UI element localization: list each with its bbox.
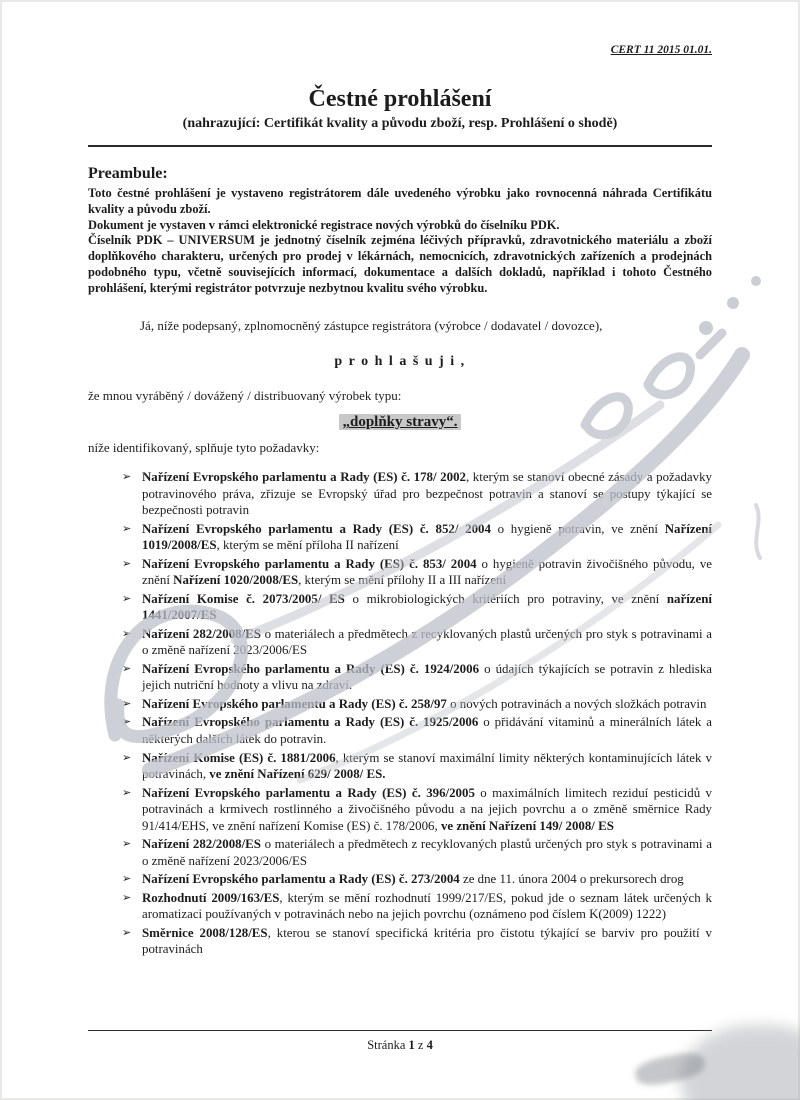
regulation-name: Nařízení 1020/2008/ES	[173, 573, 299, 588]
regulation-name: Nařízení Evropského parlamentu a Rady (ES) č. 273/2004	[142, 872, 460, 887]
list-item	[122, 925, 712, 958]
regulation-description: o hygieně potravin živočišného původu, ve znění	[142, 556, 712, 588]
list-item	[122, 696, 712, 713]
regulation-description: , kterou se stanoví specifická kritéria pro čistotu týkající se barviv pro použití v potravinách	[142, 925, 712, 957]
list-item	[122, 836, 712, 869]
regulation-name: Nařízení Evropského parlamentu a Rady (ES) č. 396/2005	[142, 785, 475, 800]
document-header	[88, 44, 712, 56]
regulation-description: o hygieně potravin, ve znění	[490, 521, 665, 536]
regulation-name: Nařízení Evropského parlamentu a Rady (ES) č. 178/ 2002	[142, 470, 466, 485]
page-footer	[0, 1038, 800, 1053]
arrow-bullet-icon: ➢	[122, 925, 132, 939]
regulation-name: nařízení 1441/2007/ES	[142, 591, 713, 623]
arrow-bullet-icon: ➢	[122, 872, 132, 886]
arrow-bullet-icon: ➢	[122, 785, 132, 799]
regulation-name: Nařízení 1019/2008/ES	[142, 521, 712, 553]
requirements-list	[88, 469, 712, 957]
requirements-intro: níže identifikovaný, splňuje tyto požadavky:	[88, 440, 320, 456]
arrow-bullet-icon: ➢	[122, 696, 132, 710]
regulation-description: o přidávání vitaminů a minerálních látek a některých dalších látek do potravin.	[142, 715, 713, 746]
declaration-verb: p r o h l a š u j i ,	[334, 354, 466, 370]
regulation-description: o maximálních limitech reziduí pesticidů v potravinách a krmivech rostlinného a živočišného původu a na jejich povrchu a o změně směrnice Rady 91/414/EHS, ve znění nařízení Komise (ES) č. 178/2006,	[142, 785, 712, 833]
arrow-bullet-icon: ➢	[122, 715, 132, 729]
regulation-name: Směrnice 2008/128/ES	[142, 925, 268, 940]
list-item	[122, 714, 712, 747]
preamble-paragraph: Číselník PDK – UNIVERSUM je jednotný číselník zejména léčivých přípravků, zdravotnického materiálu a zboží doplňkového charakteru, určených pro prodej v lékárnách, nemocnicích, zdravotnických zařízeních a prodejnách podobného typu, včetně souvisejících informací, dokumentace a dalších dokladů, například i tohoto Čestného prohlášení, kterými registrátor potvrzuje nezbytnou kvalitu svého výrobku.	[88, 233, 712, 295]
arrow-bullet-icon: ➢	[122, 661, 132, 675]
regulation-name: ve znění Nařízení 149/ 2008/ ES	[440, 818, 614, 833]
list-item	[122, 661, 712, 694]
footer-divider	[88, 1030, 712, 1031]
preamble-paragraphs	[88, 186, 712, 296]
regulation-description: , kterým se mění příloha II nařízení	[216, 538, 399, 553]
regulation-description: o údajích týkajících se potravin z hlediska jejich nutriční hodnoty a vlivu na zdraví.	[142, 661, 712, 693]
arrow-bullet-icon: ➢	[122, 521, 132, 535]
product-type-value: „doplňky stravy“.	[339, 414, 460, 430]
regulation-description: , kterým se stanoví obecné zásady a požadavky potravinového práva, zřizuje se Evropský úřad pro bezpečnost potravin a stanoví se postupy týkající se bezpečnosti potravin	[142, 470, 712, 518]
list-item	[122, 750, 712, 783]
arrow-bullet-icon: ➢	[122, 750, 132, 764]
regulation-description: , kterým se stanoví maximální limity některých kontaminujících látek v potravinách,	[142, 750, 712, 782]
regulation-name: ve znění Nařízení 629/ 2008/ ES.	[209, 767, 386, 782]
arrow-bullet-icon: ➢	[122, 556, 132, 570]
footer-page-number: 1	[408, 1038, 415, 1052]
regulation-description: o materiálech a předmětech z recyklovaných plastů určených pro styk s potravinami a o změně nařízení 2023/2006/ES	[142, 626, 712, 658]
preamble-paragraph: Dokument je vystaven v rámci elektronické registrace nových výrobků do číselníku PDK.	[88, 217, 560, 232]
footer-page-total: 4	[426, 1038, 433, 1052]
footer-separator: z	[414, 1038, 427, 1052]
regulation-name: Rozhodnutí 2009/163/ES	[142, 890, 280, 905]
regulation-name: Nařízení Evropského parlamentu a Rady (ES) č. 258/97	[142, 696, 447, 711]
regulation-description: o mikrobiologických kritériích pro potraviny, ve znění	[344, 591, 667, 606]
regulation-name: Nařízení 282/2008/ES	[142, 837, 261, 852]
regulation-description: , kterým se mění přílohy II a III nařízení	[298, 573, 507, 588]
list-item	[122, 626, 712, 659]
page-subtitle: (nahrazující: Certifikát kvality a původu zboží, resp. Prohlášení o shodě)	[182, 116, 618, 131]
list-item	[122, 871, 712, 888]
list-item	[122, 469, 712, 519]
regulation-name: Nařízení Evropského parlamentu a Rady (ES) č. 1925/2006	[142, 715, 479, 730]
product-type-line: že mnou vyráběný / dovážený / distribuovaný výrobek typu:	[88, 388, 402, 404]
regulation-name: Nařízení Evropského parlamentu a Rady (ES) č. 853/ 2004	[142, 556, 477, 571]
list-item	[122, 591, 712, 624]
regulation-description: o materiálech a předmětech z recyklovaných plastů určených pro styk s potravinami a o změně nařízení 2023/2006/ES	[142, 837, 712, 868]
arrow-bullet-icon: ➢	[122, 591, 132, 605]
list-item	[122, 785, 712, 835]
arrow-bullet-icon: ➢	[122, 837, 132, 851]
regulation-name: Nařízení Komise (ES) č. 1881/2006	[142, 750, 336, 765]
document-reference: CERT 11 2015 01.01.	[610, 44, 712, 56]
regulation-name: Nařízení Evropského parlamentu a Rady (ES) č. 852/ 2004	[142, 521, 491, 536]
regulation-description: o nových potravinách a nových složkách potravin	[446, 696, 707, 711]
preamble-heading: Preambule:	[88, 165, 168, 182]
list-item	[122, 556, 712, 589]
regulation-name: Nařízení 282/2008/ES	[142, 626, 261, 641]
arrow-bullet-icon: ➢	[122, 470, 132, 484]
header-divider	[88, 145, 712, 147]
regulation-name: Nařízení Komise č. 2073/2005/ ES	[142, 591, 345, 606]
regulation-description: , kterým se mění rozhodnutí 1999/217/ES, pokud jde o seznam látek určených k aromatizaci používaných v potravinách nebo na jejich povrchu (oznámeno pod číslem K(2009) 1222)	[142, 890, 712, 922]
arrow-bullet-icon: ➢	[122, 890, 132, 904]
list-item	[122, 890, 712, 923]
arrow-bullet-icon: ➢	[122, 626, 132, 640]
regulation-description: ze dne 11. února 2004 o prekursorech drog	[459, 872, 684, 887]
footer-label: Stránka	[367, 1038, 409, 1052]
product-type-wrapper	[88, 414, 712, 431]
declaration-intro: Já, níže podepsaný, zplnomocněný zástupce registrátora (výrobce / dodavatel / dovozce),	[140, 318, 603, 334]
preamble-paragraph: Toto čestné prohlášení je vystaveno registrátorem dále uvedeného výrobku jako rovnocenná náhrada Certifikátu kvality a původu zboží.	[88, 186, 712, 216]
list-item	[122, 521, 712, 554]
page-title: Čestné prohlášení	[308, 86, 492, 112]
regulation-name: Nařízení Evropského parlamentu a Rady (ES) č. 1924/2006	[142, 661, 480, 676]
